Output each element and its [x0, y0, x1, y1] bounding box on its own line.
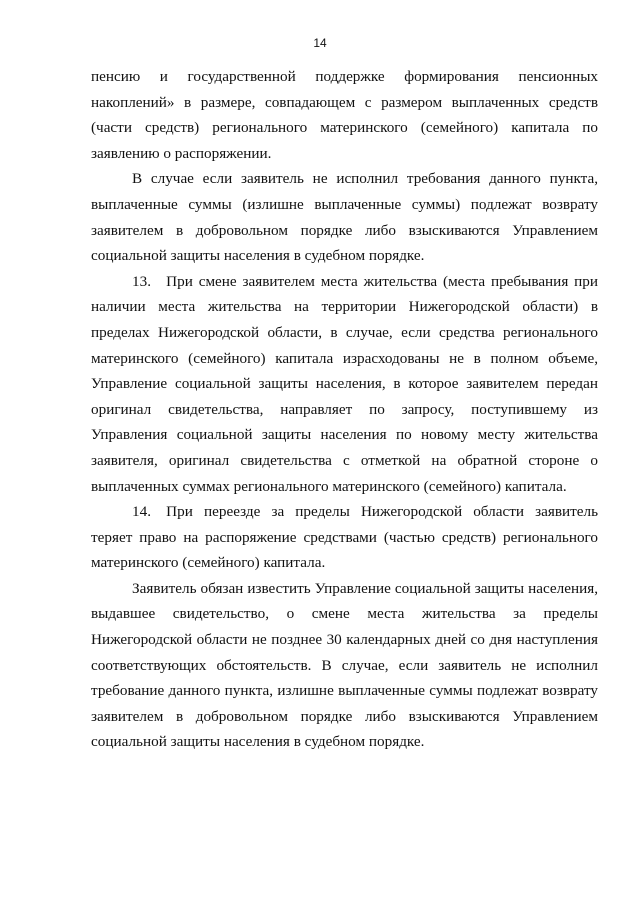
paragraph-item-13: 13. При смене заявителем места жительства (места пребывания при наличии места жительства на территории Нижегородской области) в пределах Нижегородской области, в случае, если средства регионального материнского (семейного) капитала израсходованы не в полном объеме, Управление социальной защиты населения, в которое заявителем передан оригинал свидетельства, направляет по запросу, поступившему из Управления социальной защиты населения по новому месту жительства заявителя, оригинал свидетельства с отметкой на обратной стороне о выплаченных суммах регионального материнского (семейного) капитала.: [91, 272, 598, 495]
paragraph-refund-notice: В случае если заявитель не исполнил требования данного пункта, выплаченные суммы (излишне выплаченные суммы) подлежат возврату заявителем в добровольном порядке либо взыскиваются Управлением социальной защиты населения в судебном порядке.: [91, 170, 598, 265]
paragraph-item-14: 14. При переезде за пределы Нижегородской области заявитель теряет право на распоряжение средствами (частью средств) регионального материнского (семейного) капитала.: [91, 503, 598, 572]
page-number: 14: [313, 36, 327, 50]
document-body: [91, 64, 598, 755]
paragraph-continuation: пенсию и государственной поддержке формирования пенсионных накоплений» в размере, совпадающем с размером выплаченных средств (части средств) регионального материнского (семейного) капитала по заявлению о распоряжении.: [91, 68, 598, 162]
paragraph-notification-duty: Заявитель обязан известить Управление социальной защиты населения, выдавшее свидетельство, о смене места жительства за пределы Нижегородской области не позднее 30 календарных дней со дня наступления соответствующих обстоятельств. В случае, если заявитель не исполнил требование данного пункта, излишне выплаченные суммы подлежат возврату заявителем в добровольном порядке либо взыскиваются Управлением социальной защиты населения в судебном порядке.: [91, 579, 598, 751]
